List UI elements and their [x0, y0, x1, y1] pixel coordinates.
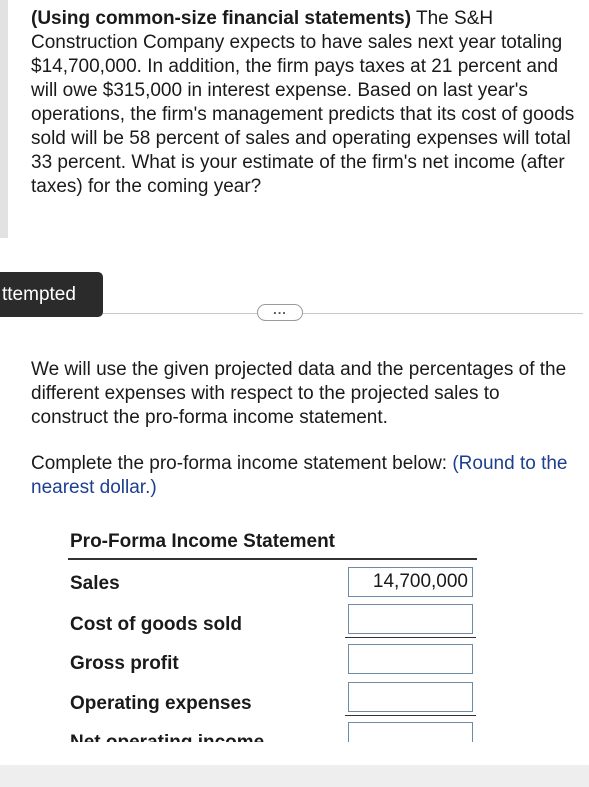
- bottom-bar: [0, 765, 589, 787]
- gross-profit-input[interactable]: [348, 644, 473, 674]
- row-label-sales: Sales: [70, 573, 120, 594]
- question-body: The S&H Construction Company expects to have sales next year totaling $14,700,000. In addition, the firm pays taxes at 21 percent and will owe $315,000 in interest expense. Based on last year's operations, the firm's management predicts that its cost of goods sold will be 58 percent of sales and operating expenses will total 33 percent. What is your estimate of the firm's net income (after taxes) for the coming year?: [31, 8, 575, 197]
- expand-more-button[interactable]: ...: [257, 304, 303, 321]
- operating-expenses-input[interactable]: [348, 682, 473, 712]
- sales-input[interactable]: [348, 567, 473, 597]
- row-label-operating-expenses: Operating expenses: [70, 693, 252, 714]
- cogs-input[interactable]: [348, 604, 473, 634]
- statement-title: Pro-Forma Income Statement: [70, 531, 335, 552]
- question-text: [31, 7, 581, 199]
- cogs-sum-rule: [345, 637, 476, 638]
- statement-title-rule: [68, 558, 477, 560]
- question-bold-lead: (Using common-size financial statements): [31, 8, 412, 29]
- row-label-cogs: Cost of goods sold: [70, 614, 243, 635]
- rounding-hint: (Round to the nearest dollar.): [31, 453, 568, 498]
- instruction-text: [31, 452, 576, 500]
- row-label-gross-profit: Gross profit: [70, 653, 179, 674]
- operating-expenses-sum-rule: [345, 715, 476, 716]
- question-left-rule: [0, 0, 8, 238]
- section-divider: [103, 313, 583, 314]
- content-clip: [0, 742, 589, 765]
- attempted-status-tab[interactable]: ttempted: [0, 272, 103, 317]
- explanation-text: We will use the given projected data and the percentages of the different expenses with respect to the projected sales to construct the pro-forma income statement.: [31, 359, 567, 428]
- instruction-main: Complete the pro-forma income statement below:: [31, 453, 453, 474]
